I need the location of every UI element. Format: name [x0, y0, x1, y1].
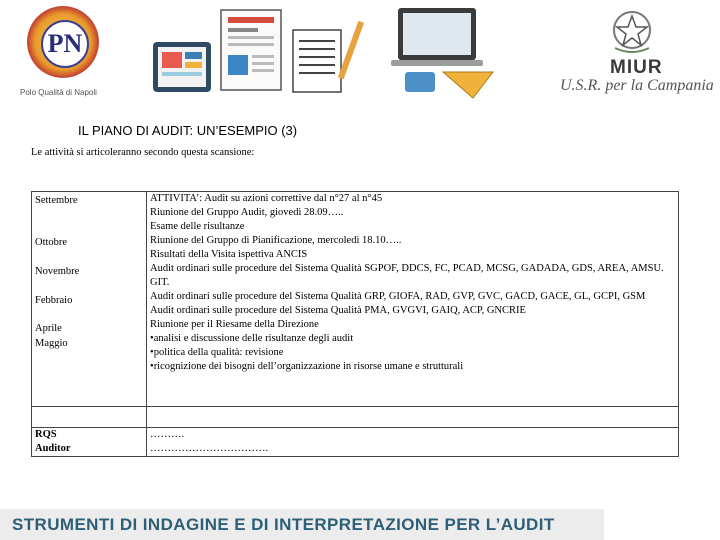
- bullet-text: politica della qualità: revisione: [153, 347, 284, 358]
- month-label: Maggio: [35, 338, 68, 349]
- page-title: IL PIANO DI AUDIT: UN’ESEMPIO (3): [78, 123, 298, 138]
- logo-emblem: [27, 6, 99, 78]
- activity-line: Audit ordinari sulle procedure del Sistema Qualità GRP, GIOFA, RAD, GVP, GVC, GACD, GACE, GL, GCPI, GSM: [150, 291, 646, 302]
- logo-letters: PN: [41, 20, 89, 68]
- role-cell: [32, 428, 147, 457]
- ministry-label: MIUR: [610, 57, 663, 78]
- role-label: Auditor: [35, 443, 71, 454]
- pen-icon: [338, 21, 364, 79]
- activity-line: Riunione per il Riesame della Direzione: [150, 319, 319, 330]
- role-value: ……….: [150, 429, 185, 440]
- notebook-icon: [293, 30, 341, 92]
- activity-line: Audit ordinari sulle procedure del Sistema Qualità SGPOF, DDCS, FC, PCAD, MCSG, GADADA, GDS, AREA, AMSU. GIT.: [150, 263, 664, 288]
- month-label: Settembre: [35, 195, 78, 206]
- table-row: [32, 192, 679, 407]
- role-label: RQS: [35, 429, 57, 440]
- intro-text: Le attività si articoleranno secondo questa scansione:: [31, 147, 255, 158]
- document-icon: [221, 10, 281, 90]
- activity-line: Riunione del Gruppo Audit, giovedì 28.09…..: [150, 207, 344, 218]
- activity-line: Riunione del Gruppo di Pianificazione, mercoledì 18.10…..: [150, 235, 402, 246]
- activities-cell: [147, 192, 679, 407]
- table-row: [32, 407, 679, 428]
- month-label: Novembre: [35, 266, 80, 277]
- empty-cell: [147, 407, 679, 428]
- activity-line: Esame delle risultanze: [150, 221, 245, 232]
- republic-emblem-icon: [609, 8, 655, 56]
- desk-illustration: [143, 0, 523, 105]
- footer-banner-text: STRUMENTI DI INDAGINE E DI INTERPRETAZIONE PER L’AUDIT: [12, 515, 555, 534]
- months-cell: [32, 192, 147, 407]
- activity-line: ATTIVITA’: Audit su azioni correttive dal n°27 al n°45: [150, 193, 383, 204]
- month-label: Febbraio: [35, 295, 73, 306]
- bullet-text: ricognizione dei bisogni dell’organizzazione in risorse umane e strutturali: [153, 361, 464, 372]
- laptop-icon: [391, 8, 483, 66]
- polo-qualita-logo: [0, 0, 110, 105]
- bullet-item: [150, 360, 675, 374]
- logo-label: Polo Qualità di Napoli: [20, 88, 97, 97]
- tablet-icon: [153, 42, 211, 92]
- activity-line: Risultati della Visita ispettiva ANCIS: [150, 249, 308, 260]
- role-value: …………………………….: [150, 443, 269, 454]
- ruler-icon: [443, 72, 493, 98]
- bullet-item: [150, 346, 675, 360]
- office-label: U.S.R. per la Campania: [560, 77, 714, 94]
- bullet-text: analisi e discussione delle risultanze degli audit: [153, 333, 354, 344]
- month-label: Aprile: [35, 323, 62, 334]
- activity-line: Audit ordinari sulle procedure del Sistema Qualità PMA, GVGVI, GAIQ, ACP, GNCRIE: [150, 305, 526, 316]
- footer-banner: [0, 509, 604, 540]
- phone-icon: [405, 72, 435, 92]
- month-label: Ottobre: [35, 237, 68, 248]
- role-value-cell: [147, 428, 679, 457]
- empty-cell: [32, 407, 147, 428]
- table-row: [32, 428, 679, 457]
- bullet-item: [150, 332, 675, 346]
- audit-plan-table: [31, 191, 679, 457]
